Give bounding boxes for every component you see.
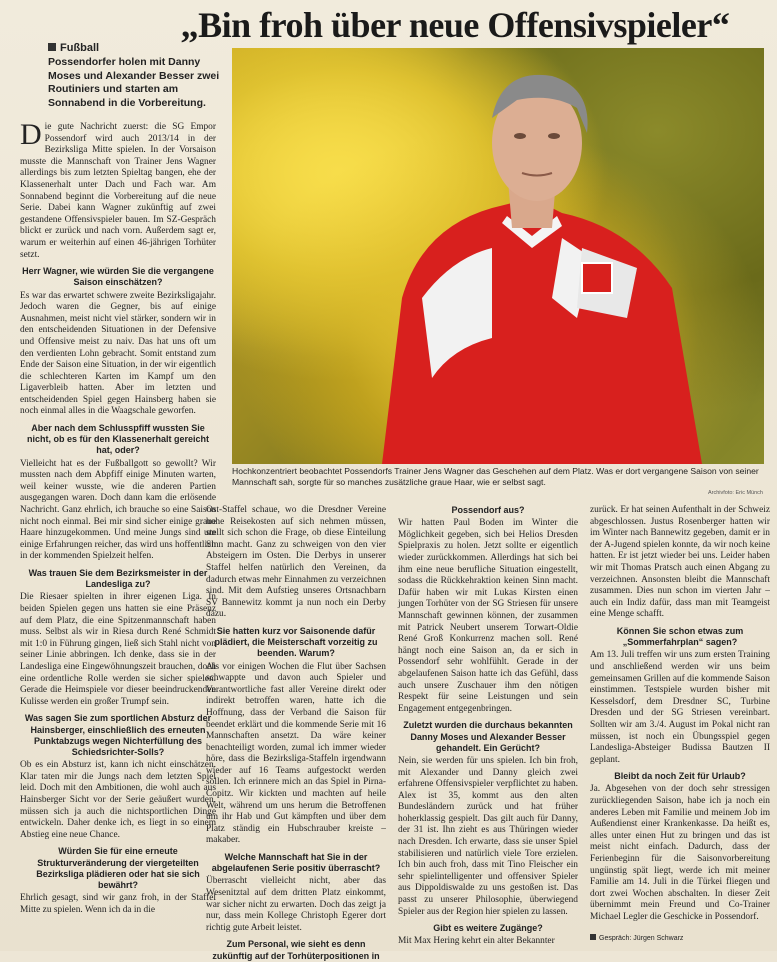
answer: Überrascht vielleicht nicht, aber das Wesenitztal auf dem dritten Platz einkommt, war sicher nicht zu erwarten. Doch das zeigt ja nur, dass mein Kollege Christoph Egerer dort richtig gute Arbeit leistet. [206, 876, 386, 933]
article-column-4 [590, 505, 770, 935]
photo-caption: Hochkonzentriert beobachtet Possendorfs Trainer Jens Wagner das Geschehen auf dem Platz. Was er dort vergangene Saison von seiner Mannschaft sah, sorgte für so manches zusätzliche graue Haar, wie er selbst sagt. [232, 466, 759, 487]
answer: Es war das erwartet schwere zweite Bezirksligajahr. Jedoch waren die Gegner, bis auf einige Ausnahmen, meist nicht viel stärker, sondern wir in den entscheidenden Situationen in der Defensive und Offensive meist zu naiv. Das hat uns oft um den verdienten Lohn gebracht. Somit entstand zum Ende der Saison eine Situation, in der wir eigentlich die schlechteren Karten im Kampf um den Ligaverbleib hatten. Aber im letzten und entscheidenden Spiel gegen Hainsberg haben sie noch einmal alles in die Waagschale geworfen. [20, 290, 216, 417]
teaser: Possendorfer holen mit Danny Moses und Alexander Besser zwei Routiniers und starten am Sonnabend in die Vorbereitung. [48, 56, 220, 109]
question: Was trauen Sie dem Bezirksmeister in der Landesliga zu? [28, 568, 208, 590]
answer: Ja. Abgesehen von der doch sehr stressigen zurückliegenden Saison, habe ich ja noch ein anderes Leben mit Familie und meinem Job im Außendienst einer Krankenkasse. Da heißt es, alles unter einen Hut zu bringen und das ist meist nicht einfach. Dadurch, dass der Ferienbeginn für die Saisonvorbereitung ungünstig spät liegt, werde ich mit meiner Familie am 14. Juli in die Türkei fliegen und dort zwei Wochen abschalten. In dieser Zeit übernimmt mein Freund und Co-Trainer Michael Legler die Geschicke in Possendorf. [590, 784, 770, 923]
intro-paragraph [20, 118, 216, 261]
question: Herr Wagner, wie würden Sie die vergangene Saison einschätzen? [22, 266, 214, 288]
answer: Am 13. Juli treffen wir uns zum ersten Training und anschließend werden wir uns beim gemeinsamen Grillen auf die kommende Saison einstimmen. Testspiele wurden bisher mit Kesselsdorf, dem Dresdner SC, Turbine Dresden und der SG Striesen vereinbart. Sollten wir am 3./4. August im Pokal nicht ran müssen, ist noch ein Übungsspiel gegen Landesliga-Absteiger Budissa Bautzen II geplant. [590, 650, 770, 765]
drop-cap: D [20, 118, 42, 151]
coach-illustration [232, 48, 764, 464]
article-column-2 [206, 505, 386, 961]
question: Zuletzt wurden die durchaus bekannten Danny Moses und Alexander Besser gehandelt. Ein Gerücht? [403, 720, 573, 753]
question: Aber nach dem Schlusspfiff wussten Sie nicht, ob es für den Klassenerhalt gereicht hat, oder? [26, 423, 210, 456]
answer: Mit Max Hering kehrt ein alter Bekannter [398, 936, 555, 947]
question: Würden Sie für eine erneute Strukturveränderung der viergeteilten Bezirksliga plädieren oder hat sie sich bewährt? [36, 846, 200, 890]
question: Was sagen Sie zum sportlichen Absturz der Hainsberger, einschließlich des erneuten Punktabzugs wegen Nichterfüllung des Schiedsrichter-Solls? [24, 713, 212, 757]
headline: „Bin froh über neue Offensivspieler“ [180, 5, 730, 45]
kicker [48, 42, 99, 54]
article-column-3 [398, 505, 578, 949]
question: Können Sie schon etwas zum „Sommerfahrplan“ sagen? [616, 625, 744, 648]
interview-credit-text: Gespräch: Jürgen Schwarz [599, 935, 684, 942]
answer: Ehrlich gesagt, sind wir ganz froh, in der Staffel Mitte zu spielen. Wenn ich da in die [20, 893, 216, 915]
question: Bleibt da noch Zeit für Urlaub? [614, 771, 746, 782]
question: Possendorf aus? [451, 505, 525, 515]
square-bullet-icon [48, 43, 56, 51]
answer: Ob es ein Absturz ist, kann ich nicht einschätzen. Klar taten mir die Jungs nach dem letzten Spiel leid. Doch mit den Ambitionen, die wohl auch aus Hainsberger Sicht vor der Serie geäußert wurden, müssen sich ja auch die nichtsportlichen Dinge entwickeln. Daher denke ich, es liegt in so einem Abstieg eine neue Chance. [20, 760, 216, 840]
coach-photo [232, 48, 764, 464]
answer: zurück. Er hat seinen Aufenthalt in der Schweiz abgeschlossen. Justus Rosenberger hatten wir im Winter nach Bannewitz gegeben, damit er in der A-Jugend spielen konnte, da wir noch keine hatten. Er ist jetzt wieder bei uns. Leider haben wir mit Thomas Pratsch auch einen Abgang zu verzeichnen. Ansonsten bleibt die Mannschaft zusammen. Dies nun schon im vierten Jahr – auch ein Indiz dafür, dass man mit Teamgeist eine Menge schafft. [590, 505, 770, 620]
interview-credit [590, 934, 683, 942]
answer: Nein, sie werden für uns spielen. Ich bin froh, mit Alexander und Danny gleich zwei erfahrene Offensivspieler verpflichtet zu haben. Alex ist 35, kommt aus den alten Bundesländern zurück und hat früher hoherklassig gespielt. Das gilt auch für Danny, der 31 ist. Ihn zieht es aus Thüringen wieder nach Dresden. Ich erwarte, dass sie unser Spiel stabilisieren und natürlich viele Tore erzielen. Ich bin auch froh, dass mit Tino Fleischer ein sehr spielintelligenter und offensiver Spieler aus Dippoldiswalde zu uns gestoßen ist. Das passt zu unserer Philosophie, überwiegend Spieler aus der Region hier spielen zu lassen. [398, 755, 578, 917]
answer: Die Riesaer spielten in ihrer eigenen Liga. In beiden Spielen gegen uns hatten sie eine Präsenz auf dem Platz, die eine Spitzenmannschaft haben muss. Selbst als wir in Riesa durch René Schmidt mit 1:0 in Führung gingen, ließ sich Stahl nicht von seiner Linie abbringen. Ich denke, dass sie in der Landesliga eine Eingewöhnungszeit brauchen, doch eine ordentliche Rolle werden sie sicher spielen. Gerade die Heimspiele vor dieser beeindruckenden Kulisse werden ein großer Trumpf sein. [20, 592, 216, 707]
question: Gibt es weitere Zugänge? [433, 923, 543, 934]
answer: Wir hatten Paul Boden im Winter die Möglichkeit gegeben, sich bei Helios Dresden Spielpraxis zu holen. Jetzt sollte er eigentlich wieder zurückkommen. Allerdings hat sich bei ihm eine neue berufliche Situation eingestellt, sodass die Rückkehraktion keinen Sinn macht. Dafür haben wir mit Lukas Kirsten einen jungen Torhüter von der SG Striesen für unsere Mannschaft gewinnen können, der zusammen mit Patrick Neubert unserem Torwart-Oldie René Groß Konkurrenz machen soll. René hängt noch eine Saison an, da er sich in Possendorf sehr wohlfühlt. Gerade in der abgelaufenen Saison hatte ich das Gefühl, dass auch unsere Zuschauer ihm den nötigen Respekt für seine Leistungen und sein Engagement entgegenbringen. [398, 518, 578, 714]
photo-credit: Archivfoto: Eric Münch [707, 490, 763, 496]
intro-text: ie gute Nachricht zuerst: die SG Empor Possendorf wird auch 2013/14 in der Bezirksliga Mitte spielen. In der Vorsaison musste die Mannschaft von Trainer Jens Wagner allerdings bis zum letzten Spieltag bangen, ehe der Klassenerhalt unter Dach und Fach war. Am Sonnabend beginnt die Vorbereitung auf die neue Serie. Dabei kann Wagner zukünftig auf zwei gestandene Offensivspieler bauen. Im SZ-Gespräch blickt er zurück und nach vorn. Außerdem sagt er, warum er weiterhin auf einen 46-jährigen Torhüter setzt. [20, 122, 216, 260]
answer: Vielleicht hat es der Fußballgott so gewollt? Wir mussten nach dem Abpfiff einige Minuten warten, weil keiner wusste, wie die anderen Partien ausgegangen waren. Doch dann kam die erlösende Nachricht. Ganz ehrlich, ich brauche so eine Saison nicht noch einmal. Bei mir sind sicher einige graue Haare hinzugekommen. Und meine Jungs sind um einige Erfahrungen reicher, das wird uns hoffentlich in der kommenden Spielzeit helfen. [20, 458, 216, 562]
answer: Als vor einigen Wochen die Flut über Sachsen schwappte und davon auch Spieler und Verantwortliche fast aller Vereine direkt oder indirekt betroffen waren, hatte ich die Hoffnung, dass der Verband die Saison für beendet erklärt und die kommende Serie mit 16 Mannschaften ansetzt. Da wäre keiner benachteiligt worden, zumal ich immer wieder höre, dass die Bezirksliga-Staffeln irgendwann wieder auf 16 Teams aufgestockt werden sollen. Ich erinnere mich an das Spiel in Pirna-Copitz. Wir kickten und machten auf heile Welt, während um uns herum die Betroffenen um ihr Hab und Gut kämpften und über dem Platz ständig ein Hubschrauber kreiste – makaber. [206, 661, 386, 846]
question: Sie hatten kurz vor Saisonende dafür plädiert, die Meisterschaft vorzeitig zu beenden. Warum? [214, 625, 378, 659]
question: Welche Mannschaft hat Sie in der abgelaufenen Serie positiv überrascht? [211, 852, 381, 874]
question: Zum Personal, wie sieht es denn zukünftig auf der Torhüterpositionen in [212, 939, 380, 961]
kicker-label: Fußball [60, 42, 100, 54]
square-bullet-icon [590, 934, 596, 940]
article-column-1 [20, 118, 216, 947]
answer: Ost-Staffel schaue, wo die Dresdner Vereine hohe Reisekosten auf sich nehmen müssen, stellt sich schon die Frage, ob diese Einteilung Sinn macht. Ganz zu schweigen von den vier Absteigern im Osten. Die Derbys in unserer Staffel helfen natürlich den Vereinen, da dadurch etwas mehr Einnahmen zu verzeichnen sind. Mit dem Aufstieg unseres Ortsnachbarn SV Bannewitz kommt ja nun noch ein Derby dazu. [206, 505, 386, 620]
